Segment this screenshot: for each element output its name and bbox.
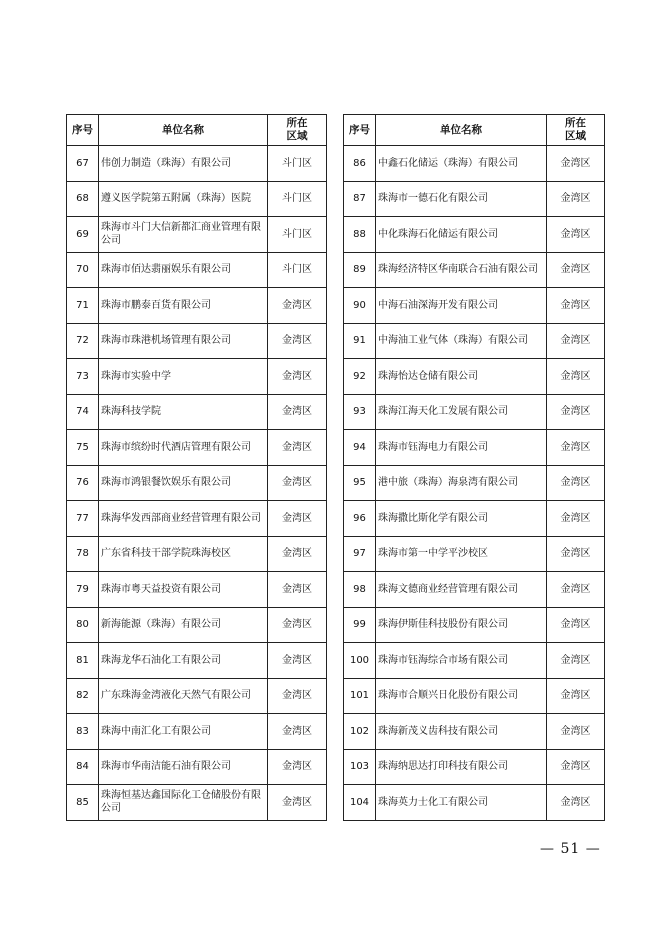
table-row [67,252,327,288]
row-number: 103 [344,749,376,785]
row-area: 金湾区 [547,643,605,679]
unit-name: 珠海经济特区华南联合石油有限公司 [376,252,547,288]
row-area: 金湾区 [547,394,605,430]
unit-name: 新海能源（珠海）有限公司 [99,607,268,643]
row-area: 斗门区 [268,252,327,288]
table-row [67,323,327,359]
header-seq: 序号 [344,115,376,146]
row-area: 金湾区 [547,323,605,359]
unit-name: 中海油工业气体（珠海）有限公司 [376,323,547,359]
table-row [67,501,327,537]
table-row [344,181,605,217]
unit-name: 珠海龙华石油化工有限公司 [99,643,268,679]
table-row [344,430,605,466]
table-row [67,678,327,714]
row-area: 金湾区 [547,785,605,821]
row-number: 91 [344,323,376,359]
unit-name: 广东珠海金湾液化天然气有限公司 [99,678,268,714]
table-row [344,252,605,288]
unit-name: 珠海市鹏泰百货有限公司 [99,288,268,324]
row-number: 78 [67,536,99,572]
unit-name: 遵义医学院第五附属（珠海）医院 [99,181,268,217]
row-area: 金湾区 [547,607,605,643]
row-area: 金湾区 [268,536,327,572]
table-row [67,465,327,501]
unit-name: 广东省科技干部学院珠海校区 [99,536,268,572]
row-area: 金湾区 [547,146,605,182]
unit-name: 珠海伊斯佳科技股份有限公司 [376,607,547,643]
unit-name: 珠海市实验中学 [99,359,268,395]
table-row [344,678,605,714]
unit-name: 珠海华发西部商业经营管理有限公司 [99,501,268,537]
unit-name: 珠海市第一中学平沙校区 [376,536,547,572]
table-row [67,785,327,821]
row-area: 金湾区 [268,288,327,324]
row-number: 87 [344,181,376,217]
row-area: 金湾区 [268,323,327,359]
header-area: 所在 区域 [268,115,327,146]
table-row [344,643,605,679]
table-row [344,146,605,182]
row-area: 金湾区 [268,501,327,537]
unit-name: 珠海英力士化工有限公司 [376,785,547,821]
row-area: 斗门区 [268,181,327,217]
row-number: 74 [67,394,99,430]
row-area: 金湾区 [547,217,605,253]
unit-table-left [66,114,327,821]
unit-name: 珠海撒比斯化学有限公司 [376,501,547,537]
row-area: 金湾区 [547,501,605,537]
row-number: 72 [67,323,99,359]
row-number: 84 [67,749,99,785]
table-row [344,572,605,608]
unit-name: 珠海市钰海综合市场有限公司 [376,643,547,679]
table-row [344,288,605,324]
row-number: 68 [67,181,99,217]
unit-name: 中化珠海石化储运有限公司 [376,217,547,253]
row-number: 80 [67,607,99,643]
unit-name: 珠海市合顺兴日化股份有限公司 [376,678,547,714]
table-row [344,785,605,821]
row-area: 金湾区 [268,430,327,466]
row-number: 69 [67,217,99,253]
row-area: 金湾区 [547,749,605,785]
row-area: 金湾区 [268,359,327,395]
row-number: 82 [67,678,99,714]
row-number: 71 [67,288,99,324]
row-number: 86 [344,146,376,182]
row-area: 金湾区 [268,394,327,430]
header-seq: 序号 [67,115,99,146]
row-number: 102 [344,714,376,750]
unit-name: 珠海纳思达打印科技有限公司 [376,749,547,785]
table-row [67,607,327,643]
row-area: 金湾区 [547,572,605,608]
header-area: 所在 区域 [547,115,605,146]
unit-name: 珠海市缤纷时代酒店管理有限公司 [99,430,268,466]
row-area: 金湾区 [268,465,327,501]
row-area: 金湾区 [268,643,327,679]
table-row [67,394,327,430]
row-number: 67 [67,146,99,182]
table-header-row [344,115,605,146]
table-row [344,465,605,501]
table-row [67,572,327,608]
row-area: 金湾区 [547,359,605,395]
table-row [344,607,605,643]
row-area: 金湾区 [547,714,605,750]
row-number: 95 [344,465,376,501]
unit-name: 中海石油深海开发有限公司 [376,288,547,324]
row-number: 92 [344,359,376,395]
row-number: 101 [344,678,376,714]
table-row [67,536,327,572]
unit-name: 珠海怡达仓储有限公司 [376,359,547,395]
row-area: 金湾区 [268,714,327,750]
unit-name: 伟创力制造（珠海）有限公司 [99,146,268,182]
table-row [344,749,605,785]
row-number: 98 [344,572,376,608]
page-number: — 51 — [540,841,601,857]
table-row [344,394,605,430]
row-number: 83 [67,714,99,750]
table-row [344,217,605,253]
unit-name: 珠海市珠港机场管理有限公司 [99,323,268,359]
unit-name: 珠海市粤天益投资有限公司 [99,572,268,608]
header-name: 单位名称 [99,115,268,146]
header-name: 单位名称 [376,115,547,146]
table-row [67,146,327,182]
table-row [67,714,327,750]
row-area: 金湾区 [268,572,327,608]
row-area: 金湾区 [547,536,605,572]
unit-name: 珠海市鸿银餐饮娱乐有限公司 [99,465,268,501]
unit-name: 珠海市斗门大信新都汇商业管理有限公司 [99,217,268,253]
table-row [344,323,605,359]
row-number: 97 [344,536,376,572]
unit-name: 珠海新茂义齿科技有限公司 [376,714,547,750]
table-row [67,217,327,253]
row-number: 85 [67,785,99,821]
row-number: 94 [344,430,376,466]
unit-name: 港中旅（珠海）海泉湾有限公司 [376,465,547,501]
unit-name: 珠海中南汇化工有限公司 [99,714,268,750]
row-number: 81 [67,643,99,679]
row-area: 金湾区 [547,678,605,714]
row-number: 76 [67,465,99,501]
row-area: 金湾区 [268,785,327,821]
unit-name: 珠海文德商业经营管理有限公司 [376,572,547,608]
unit-name: 珠海市钰海电力有限公司 [376,430,547,466]
table-row [67,288,327,324]
row-number: 79 [67,572,99,608]
unit-name: 珠海恒基达鑫国际化工仓储股份有限公司 [99,785,268,821]
table-row [344,536,605,572]
unit-table-right [343,114,605,821]
row-number: 88 [344,217,376,253]
unit-name: 中鑫石化储运（珠海）有限公司 [376,146,547,182]
row-number: 93 [344,394,376,430]
row-number: 70 [67,252,99,288]
row-area: 金湾区 [547,288,605,324]
row-number: 75 [67,430,99,466]
row-area: 金湾区 [268,749,327,785]
table-row [67,181,327,217]
row-number: 77 [67,501,99,537]
row-number: 96 [344,501,376,537]
table-header-row [67,115,327,146]
row-number: 73 [67,359,99,395]
row-number: 89 [344,252,376,288]
row-number: 90 [344,288,376,324]
row-number: 100 [344,643,376,679]
row-number: 99 [344,607,376,643]
table-row [67,749,327,785]
row-area: 斗门区 [268,217,327,253]
row-area: 金湾区 [547,465,605,501]
unit-name: 珠海市佰达翡丽娱乐有限公司 [99,252,268,288]
row-area: 金湾区 [268,678,327,714]
unit-name: 珠海江海天化工发展有限公司 [376,394,547,430]
row-area: 金湾区 [547,430,605,466]
table-row [344,359,605,395]
table-row [67,430,327,466]
table-row [67,643,327,679]
table-row [344,501,605,537]
row-area: 金湾区 [547,252,605,288]
row-area: 金湾区 [547,181,605,217]
unit-name: 珠海科技学院 [99,394,268,430]
table-row [344,714,605,750]
row-area: 斗门区 [268,146,327,182]
unit-name: 珠海市一德石化有限公司 [376,181,547,217]
unit-name: 珠海市华南洁能石油有限公司 [99,749,268,785]
row-area: 金湾区 [268,607,327,643]
row-number: 104 [344,785,376,821]
table-row [67,359,327,395]
